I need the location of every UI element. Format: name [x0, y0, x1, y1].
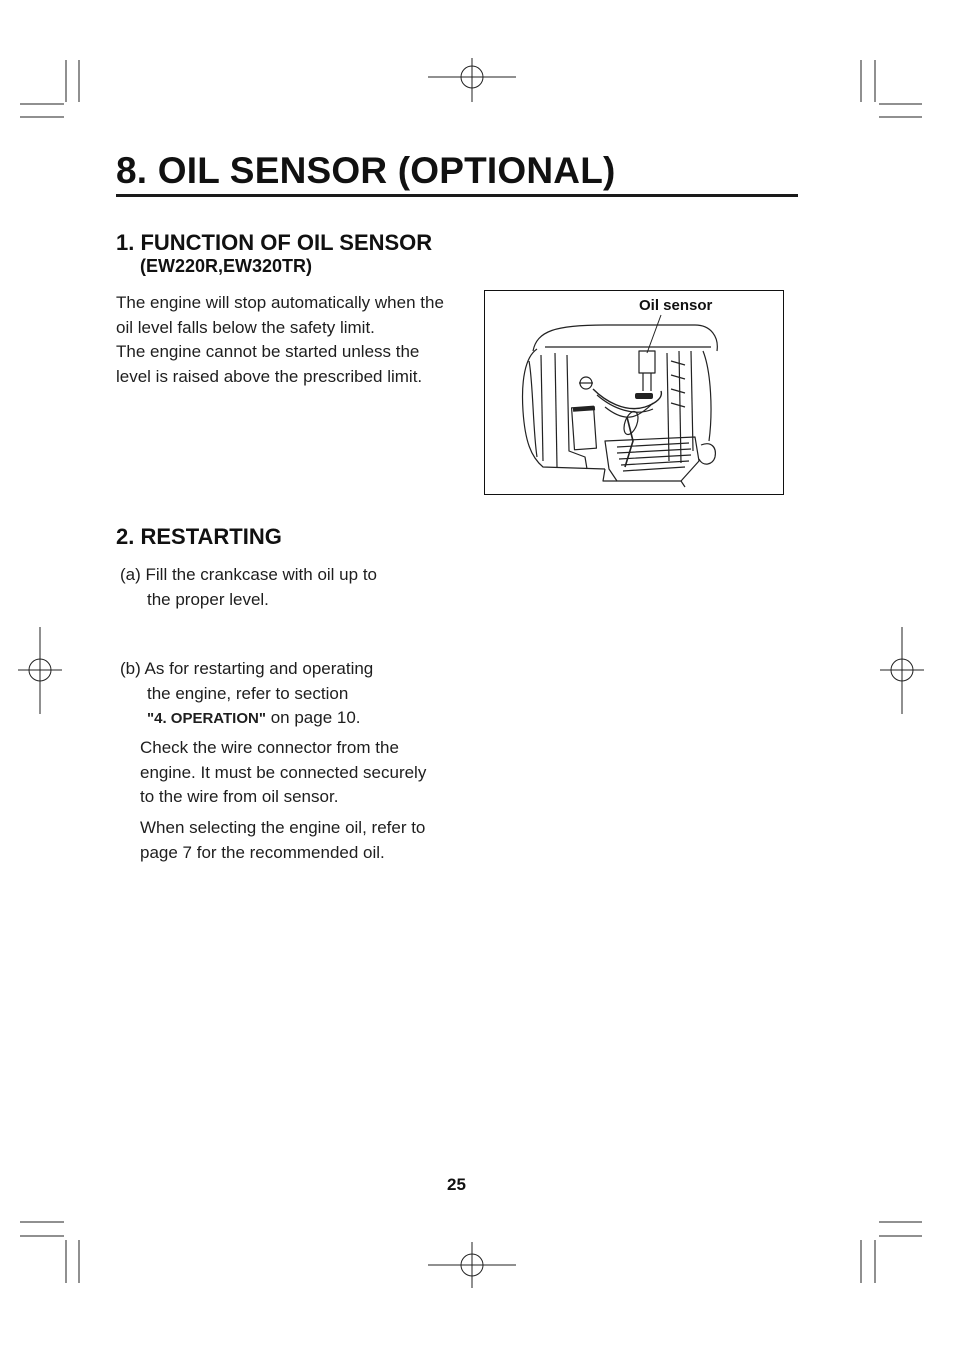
title-underline — [116, 194, 798, 197]
oil-sensor-figure — [484, 290, 784, 495]
oil-selection-paragraph — [140, 816, 470, 865]
section-1-subheading: (EW220R,EW320TR) — [140, 256, 313, 276]
oil-selection-line: When selecting the engine oil, refer to — [140, 818, 426, 837]
item-a-line: the proper level. — [147, 589, 269, 609]
operation-reference — [120, 706, 460, 732]
wire-check-line: to the wire from oil sensor. — [140, 787, 339, 806]
page-title: 8. OIL SENSOR (OPTIONAL) — [116, 150, 616, 191]
operation-page-ref: on page 10. — [270, 708, 361, 727]
wire-check-paragraph — [140, 736, 470, 810]
oil-selection-line: page 7 for the recommended oil. — [140, 842, 385, 862]
section-1-line: The engine cannot be started unless the — [116, 342, 420, 361]
restart-item-b — [120, 657, 460, 732]
wire-check-line: engine. It must be connected securely — [140, 762, 427, 782]
section-1-body — [116, 291, 466, 389]
item-b-line: the engine, refer to section — [147, 683, 349, 703]
operation-section-ref: "4. OPERATION" — [147, 710, 266, 727]
item-a-line: (a) Fill the crankcase with oil up to — [120, 565, 377, 584]
section-1-heading: 1. FUNCTION OF OIL SENSOR — [116, 230, 433, 255]
oil-sensor-label: Oil sensor — [639, 297, 713, 314]
section-1-line: oil level falls below the safety limit. — [116, 317, 375, 337]
section-2-heading: 2. RESTARTING — [116, 524, 282, 549]
item-b-line: (b) As for restarting and operating — [120, 659, 374, 678]
engine-illustration — [485, 291, 783, 494]
section-1-line: The engine will stop automatically when the — [116, 293, 444, 312]
section-1-line: level is raised above the prescribed limit. — [116, 366, 423, 386]
page-number: 25 — [447, 1175, 466, 1194]
restart-item-a — [120, 563, 450, 612]
wire-check-line: Check the wire connector from the — [140, 738, 399, 757]
